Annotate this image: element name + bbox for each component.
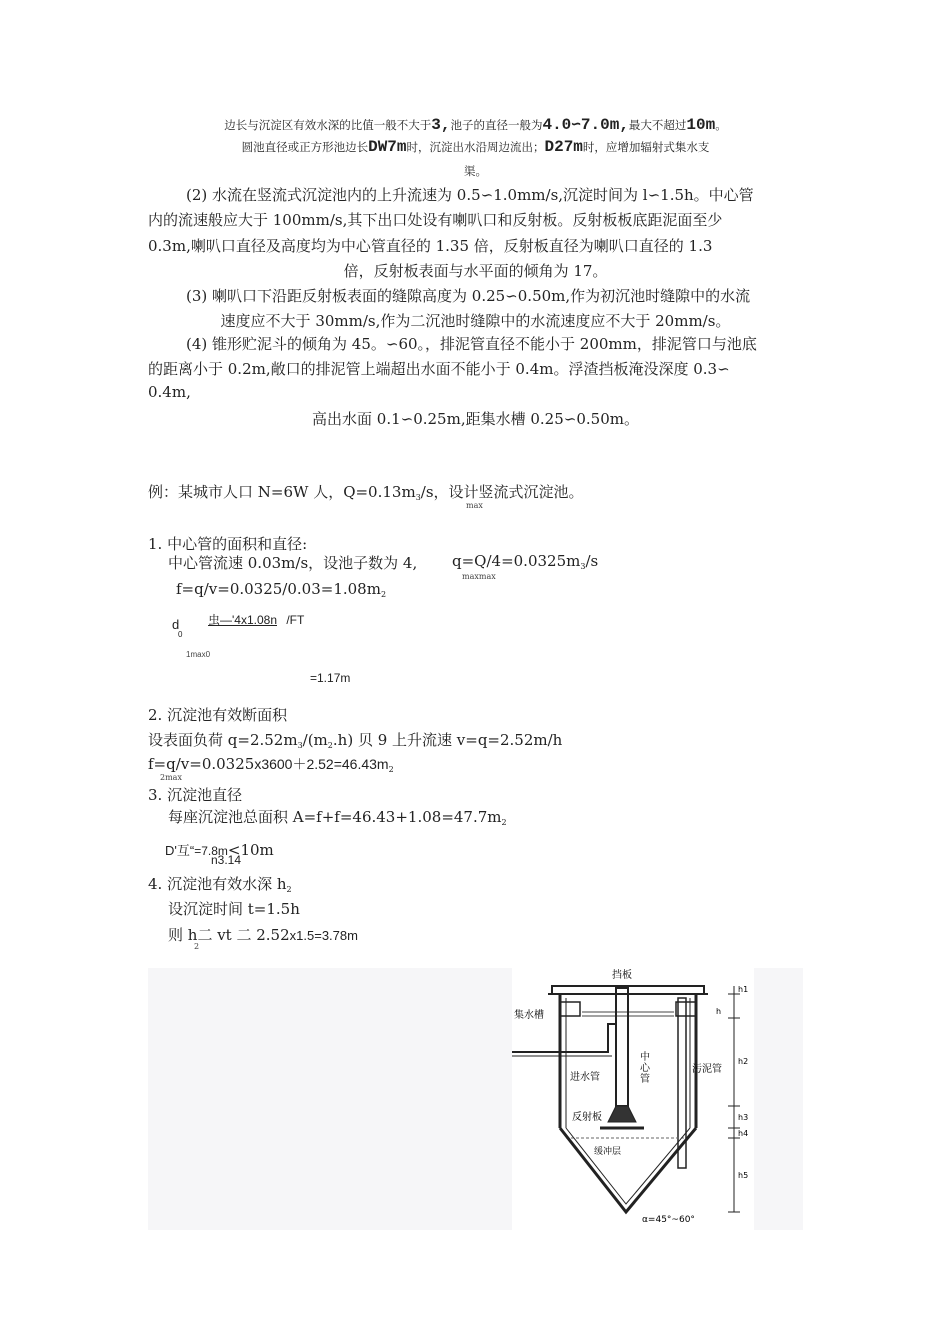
text: 虫—'4x1.08n	[208, 613, 277, 627]
intro-line-3: 渠。	[464, 164, 487, 178]
text: f=q/v=0.0325	[148, 755, 255, 773]
text: 2	[327, 741, 333, 750]
text: 设表面负荷 q=2.52m	[148, 731, 298, 749]
p2-line-1: (2) 水流在竖流式沉淀池内的上升流速为 0.5∽1.0mm/s,沉淀时间为 l∽1.5h。中心管	[186, 186, 754, 204]
formula-result: =1.17m	[310, 671, 351, 685]
text: 边长与沉淀区有效水深的比值一般不大于	[224, 118, 432, 132]
horn-mouth	[608, 1106, 636, 1122]
text: 2	[501, 818, 507, 827]
s2-heading: 2. 沉淀池有效断面积	[148, 706, 288, 724]
text: 3	[580, 562, 586, 571]
label-reflector: 反射板	[572, 1112, 602, 1123]
s4-heading	[148, 873, 292, 894]
s3-heading: 3. 沉淀池直径	[148, 786, 243, 804]
text: .h) 贝 9 上升流速 v=q=2.52m/h	[332, 731, 563, 749]
center-pipe	[616, 988, 628, 1106]
example-max: max	[466, 501, 483, 510]
collection-channel	[560, 1002, 580, 1016]
label-h5: h5	[738, 1171, 749, 1180]
intro-line-1	[148, 114, 803, 134]
s2-max: 2max	[160, 773, 182, 782]
text: DW7m	[368, 138, 407, 156]
text: 3	[297, 741, 303, 750]
text: D'	[165, 843, 177, 858]
label-inlet: 进水管	[570, 1072, 600, 1083]
s2-line-1	[148, 729, 562, 750]
text: 圆池直径或正方形池边长	[241, 140, 369, 154]
text: 时，沉淀出水沿周边流出；	[406, 140, 545, 154]
text: 2	[380, 590, 387, 599]
text: 中心管流速 0.03m/s，设池子数为 4,	[168, 554, 418, 572]
p2-line-3: 0.3m,喇叭口直径及高度均为中心管直径的 1.35 倍，反射板直径为喇叭口直径的 1.3	[148, 237, 713, 255]
text: 最大不超过	[628, 118, 687, 132]
text: D27m	[544, 138, 583, 156]
label-buffer: 缓冲层	[594, 1147, 622, 1157]
intro-line-2	[148, 138, 803, 156]
text: 3,	[431, 116, 451, 134]
text: x3600＋2.52=46.43m	[254, 756, 389, 772]
label-h3: h3	[738, 1113, 749, 1122]
label-h: h	[716, 1007, 722, 1016]
inlet-pipe	[512, 1024, 616, 1052]
text: 每座沉淀池总面积 A=f+f=46.43+1.08=47.7m	[168, 808, 502, 826]
text: x1.5=3.78m	[289, 928, 358, 943]
text: 3	[415, 493, 421, 502]
text: q=Q/4=0.0325m	[452, 552, 581, 570]
text: 则 h	[168, 926, 198, 944]
text: 2	[286, 885, 292, 894]
text: 互“	[176, 843, 195, 858]
sludge-cone	[560, 1128, 696, 1212]
s1-heading: 1. 中心管的面积和直径:	[148, 535, 308, 553]
s3-formula-den: n3.14	[211, 853, 242, 867]
text: 2	[388, 765, 394, 774]
p3-line-2: 速度应不大于 30mm/s,作为二沉池时缝隙中的水流速度应不大于 20mm/s。	[220, 312, 731, 330]
text: 二 vt 二 2.52	[197, 926, 290, 944]
text: =7.8m	[194, 844, 228, 858]
text: 。	[715, 118, 727, 132]
formula-d: d	[172, 617, 180, 632]
text: /FT	[286, 613, 305, 627]
text: /s	[585, 552, 599, 570]
text: /(m	[302, 731, 328, 749]
label-baffle: 挡板	[612, 970, 632, 981]
s4-sub: 2	[194, 942, 200, 951]
label-h4: h4	[738, 1129, 749, 1138]
text: 池子的直径一般为	[450, 118, 543, 132]
formula-d-0: 0	[178, 630, 183, 639]
text: 4. 沉淀池有效水深 h	[148, 875, 287, 893]
text: 例：某城市人口 N=6W 人，Q=0.13m	[148, 483, 416, 501]
label-channel: 集水槽	[514, 1010, 544, 1021]
formula-sub: 1max0	[186, 650, 211, 659]
s3-line-1	[168, 806, 507, 827]
p4-line-4: 高出水面 0.1∽0.25m,距集水槽 0.25∽0.50m。	[312, 410, 639, 428]
p2-line-4: 倍，反射板表面与水平面的倾角为 17。	[343, 262, 608, 280]
s4-line-1: 设沉淀时间 t=1.5h	[168, 900, 300, 918]
sedimentation-tank-diagram	[512, 968, 754, 1230]
label-h1: h1	[738, 985, 749, 994]
s1-max: maxmax	[462, 572, 496, 581]
text: /s，设计竖流式沉淀池。	[420, 483, 584, 501]
label-angle: α=45°~60°	[642, 1215, 695, 1225]
formula-frac	[208, 611, 304, 628]
p4-line-1: (4) 锥形贮泥斗的倾角为 45。∽60。，排泥管直径不能小于 200mm，排泥管口与池底	[186, 335, 757, 353]
p4-line-2: 的距离小于 0.2m,敞口的排泥管上端超出水面不能小于 0.4m。浮渣挡板淹没深度 0.3∽	[148, 360, 730, 378]
s1-line-1	[168, 552, 417, 573]
label-center: 中心管	[640, 1052, 650, 1085]
s2-line-2	[148, 754, 394, 774]
sludge-cone-inner	[566, 1128, 690, 1204]
s1-line-2	[176, 580, 386, 599]
s1-line-1-q	[452, 552, 598, 571]
p2-line-2: 内的流速般应大于 100mm/s,其下出口处设有喇叭口和反射板。反射板板底距泥面至少	[148, 211, 723, 229]
label-sludge: 污泥管	[692, 1064, 722, 1075]
example-title	[148, 481, 584, 502]
text: 10m	[686, 116, 716, 134]
text: f=q/v=0.0325/0.03=1.08m	[176, 580, 381, 598]
p4-line-3: 0.4m,	[148, 383, 191, 401]
p3-line-1: (3) 喇叭口下沿距反射板表面的缝隙高度为 0.25∽0.50m,作为初沉池时缝隙中的水流	[186, 287, 751, 305]
text: 4.0∽7.0m,	[542, 116, 629, 134]
text: 时，应增加辐射式集水支	[582, 140, 710, 154]
label-h2: h2	[738, 1057, 749, 1066]
text: <10m	[227, 841, 274, 859]
